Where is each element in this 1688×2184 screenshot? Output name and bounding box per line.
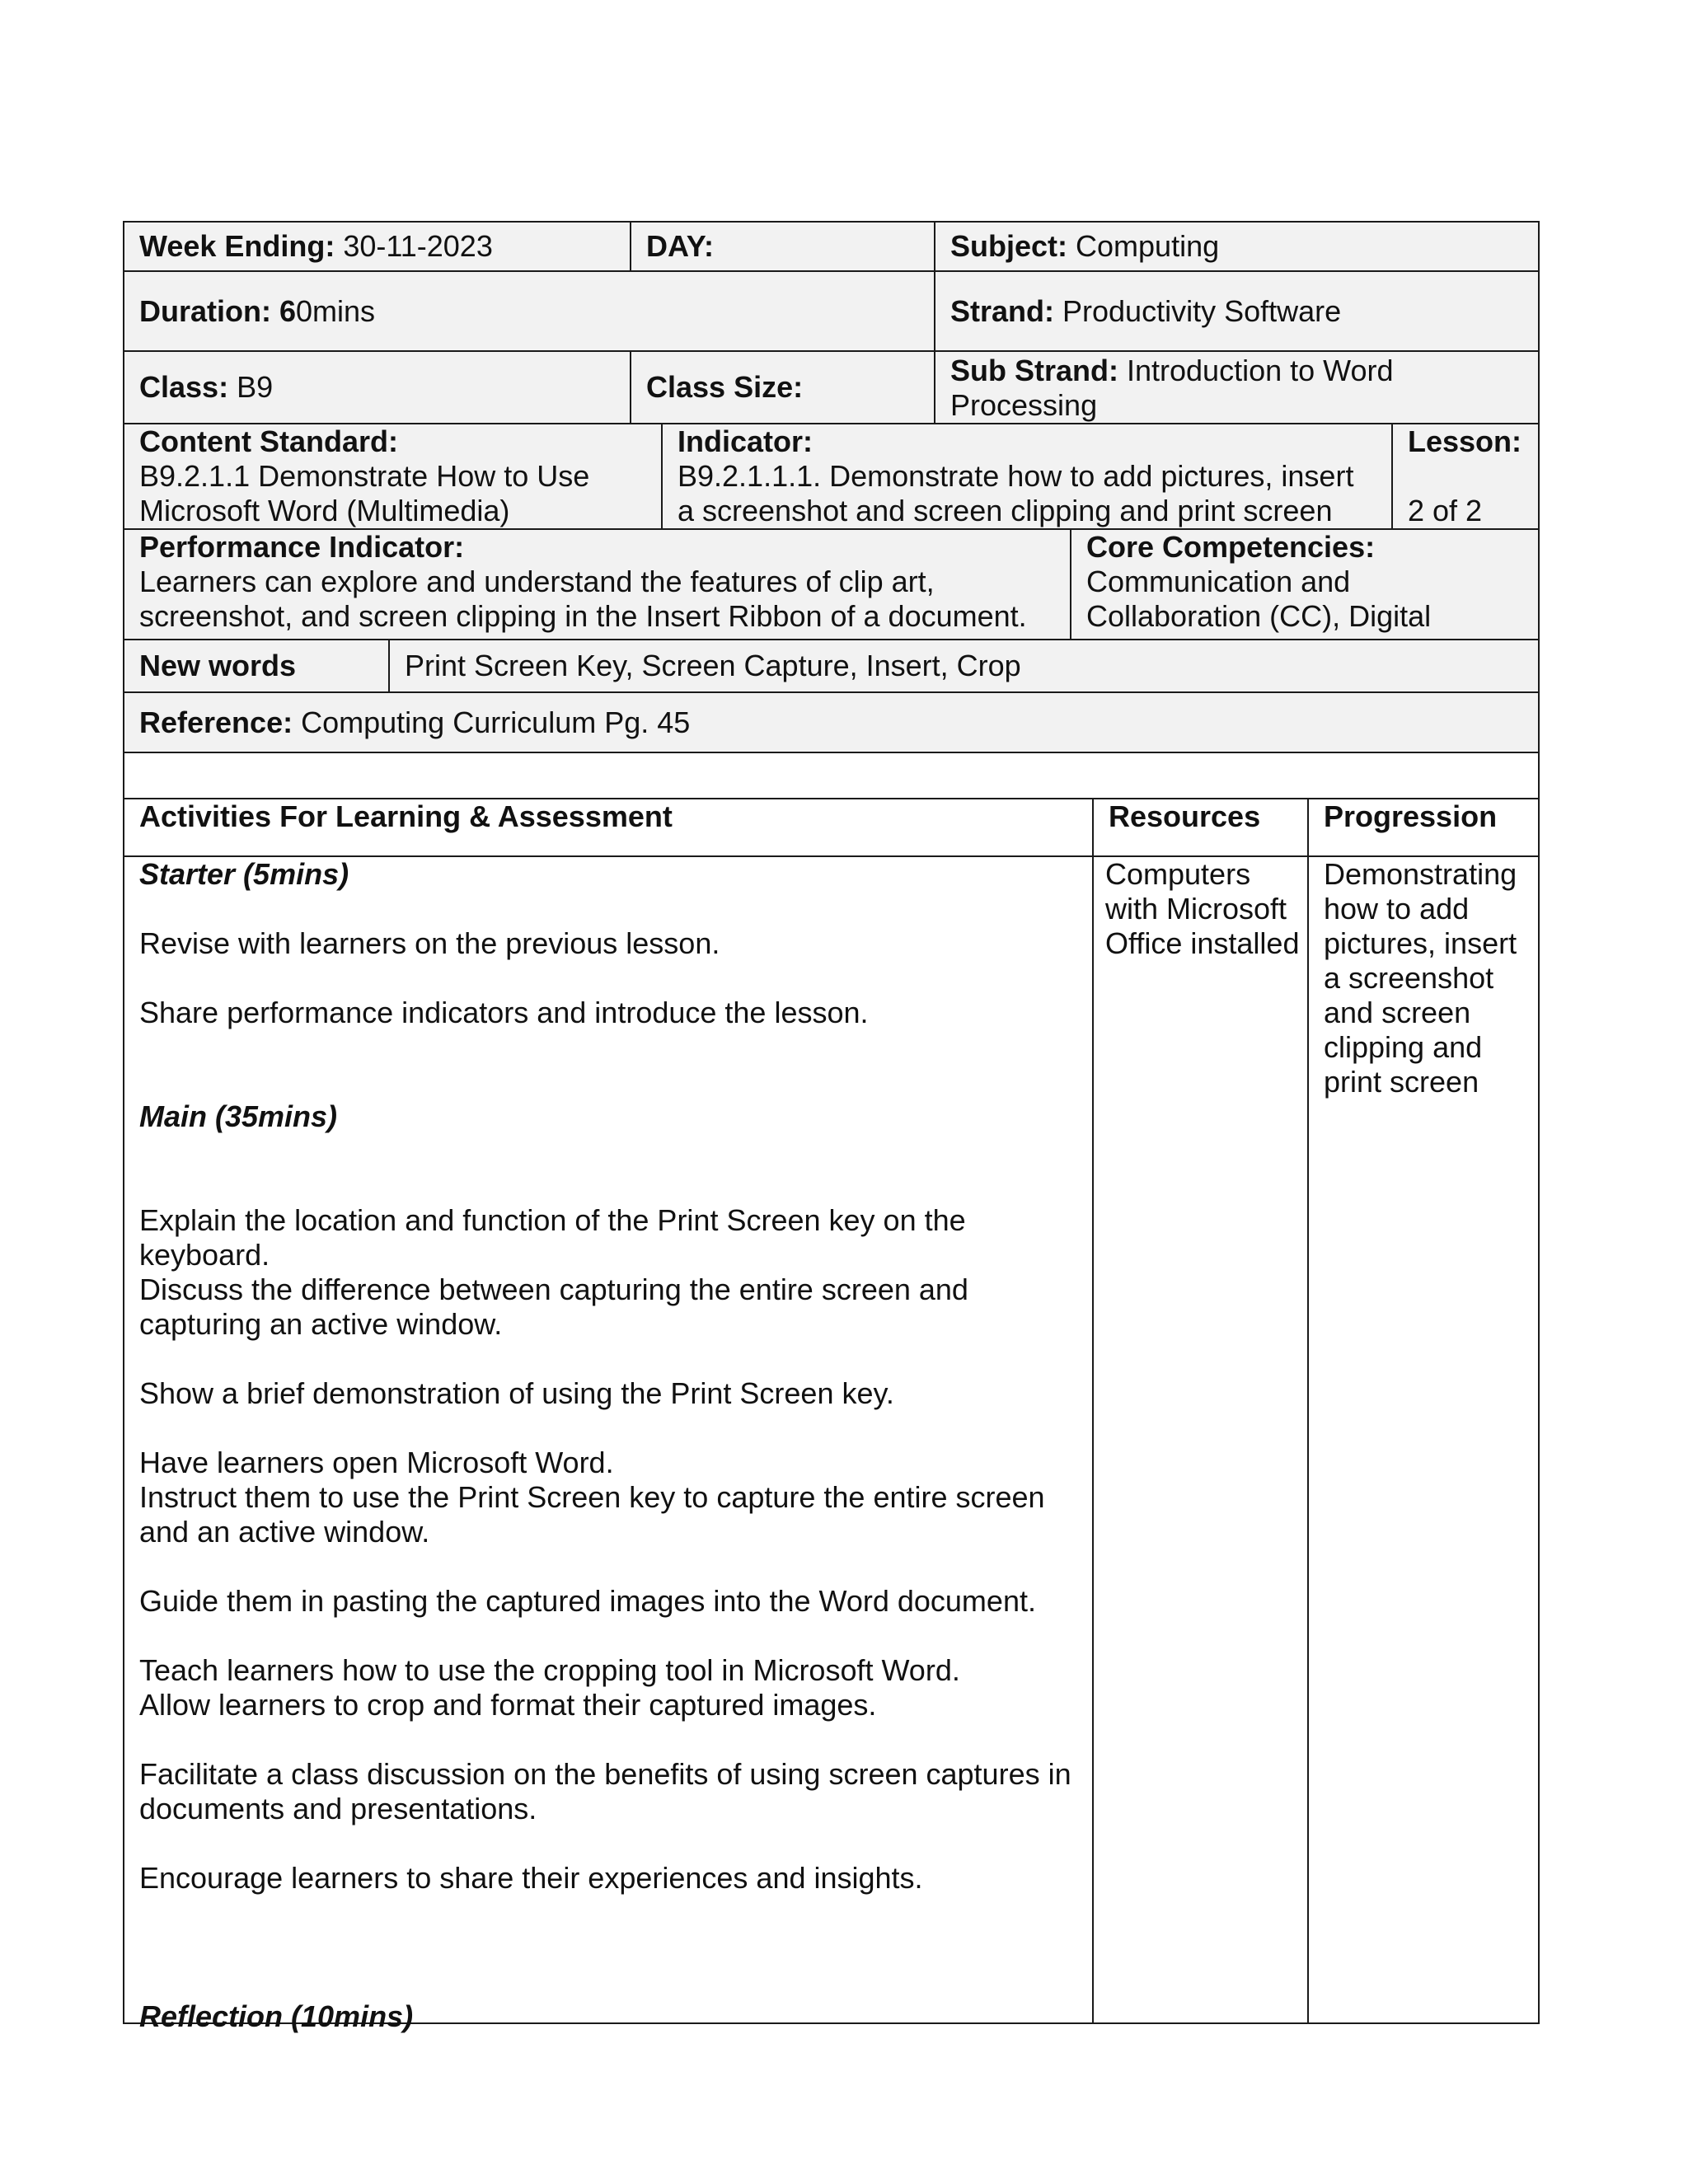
class-size-cell <box>630 350 935 424</box>
starter-item: Revise with learners on the previous lesson. <box>139 926 720 960</box>
starter-heading: Starter (5mins) <box>139 857 349 891</box>
main-item: Facilitate a class discussion on the benefits of using screen captures in documents and presentations. <box>139 1757 1071 1825</box>
resources-header-cell <box>1092 798 1309 857</box>
indicator-value: B9.2.1.1.1. Demonstrate how to add pictures, insert a screenshot and screen clipping and print screen <box>678 459 1354 527</box>
resources-body-cell <box>1092 855 1309 2024</box>
new-words-value-cell <box>388 639 1540 693</box>
sub-strand-value: Introduction to Word Processing <box>950 354 1402 422</box>
content-standard-cell <box>123 423 663 530</box>
progression-value: Demonstrating how to add pictures, insert a screenshot and screen clipping and print screen <box>1324 857 1517 1099</box>
duration-cell <box>123 270 935 352</box>
reference-cell <box>123 691 1540 753</box>
performance-indicator-label: Performance Indicator: <box>139 530 465 564</box>
duration-value: 0mins <box>296 293 376 328</box>
new-words-label-cell <box>123 639 390 693</box>
class-value: B9 <box>228 370 274 404</box>
reference-label: Reference: <box>139 705 293 739</box>
resources-value: Computers with Microsoft Office installed <box>1105 857 1300 960</box>
core-competencies-value: Communication and Collaboration (CC), Digital <box>1086 565 1432 633</box>
main-item: Teach learners how to use the cropping tool in Microsoft Word. <box>139 1653 960 1687</box>
subject-cell <box>934 221 1540 272</box>
subject-label: Subject: <box>950 229 1068 263</box>
day-label: DAY: <box>646 229 715 263</box>
activities-body-cell <box>123 855 1094 2033</box>
main-item: Explain the location and function of the Print Screen key on the keyboard. <box>139 1203 966 1272</box>
content-standard-value: B9.2.1.1 Demonstrate How to Use Microsoft Word (Multimedia) <box>139 459 590 527</box>
main-item: Allow learners to crop and format their captured images. <box>139 1688 877 1722</box>
activities-header-cell <box>123 798 1094 857</box>
class-label: Class: <box>139 370 229 404</box>
subject-value: Computing <box>1067 229 1220 263</box>
week-ending-label: Week Ending: <box>139 229 335 263</box>
class-size-label: Class Size: <box>646 370 804 404</box>
new-words-value: Print Screen Key, Screen Capture, Insert, Crop <box>405 649 1021 682</box>
core-competencies-cell <box>1070 528 1540 640</box>
performance-indicator-cell <box>123 528 1071 640</box>
main-item: Instruct them to use the Print Screen key to capture the entire screen and an active window. <box>139 1480 1045 1549</box>
activities-header: Activities For Learning & Assessment <box>139 799 673 833</box>
spacer-row <box>123 752 1540 799</box>
week-ending-cell <box>123 221 631 272</box>
starter-item: Share performance indicators and introduce the lesson. <box>139 996 869 1029</box>
main-heading: Main (35mins) <box>139 1099 338 1133</box>
lesson-label: Lesson: <box>1408 424 1522 458</box>
reference-value: Computing Curriculum Pg. 45 <box>293 705 691 739</box>
main-item: Discuss the difference between capturing the entire screen and capturing an active window. <box>139 1272 968 1341</box>
core-competencies-label: Core Competencies: <box>1086 530 1376 564</box>
indicator-cell <box>661 423 1393 530</box>
sub-strand-cell <box>934 350 1540 424</box>
strand-label: Strand: <box>950 293 1054 328</box>
lesson-value: 2 of 2 <box>1408 494 1483 527</box>
resources-header: Resources <box>1109 799 1261 833</box>
progression-body-cell <box>1307 855 1540 2024</box>
content-standard-label: Content Standard: <box>139 424 398 458</box>
progression-header-cell <box>1307 798 1540 857</box>
new-words-label: New words <box>139 649 297 682</box>
indicator-label: Indicator: <box>678 424 814 458</box>
performance-indicator-value: Learners can explore and understand the features of clip art, screenshot, and screen clipping in the Insert Ribbon of a document. <box>139 565 1027 633</box>
lesson-cell <box>1391 423 1540 530</box>
strand-cell <box>934 270 1540 352</box>
main-item: Guide them in pasting the captured images into the Word document. <box>139 1584 1036 1618</box>
sub-strand-label: Sub Strand: <box>950 354 1118 387</box>
duration-label: Duration: 6 <box>139 293 297 328</box>
class-cell <box>123 350 631 424</box>
main-item: Show a brief demonstration of using the Print Screen key. <box>139 1376 894 1410</box>
progression-header: Progression <box>1324 799 1498 833</box>
day-cell <box>630 221 935 272</box>
strand-value: Productivity Software <box>1054 293 1342 328</box>
week-ending-value: 30-11-2023 <box>335 229 493 263</box>
reflection-heading: Reflection (10mins) <box>139 1999 414 2033</box>
main-item: Encourage learners to share their experiences and insights. <box>139 1861 923 1895</box>
main-item: Have learners open Microsoft Word. <box>139 1446 614 1479</box>
